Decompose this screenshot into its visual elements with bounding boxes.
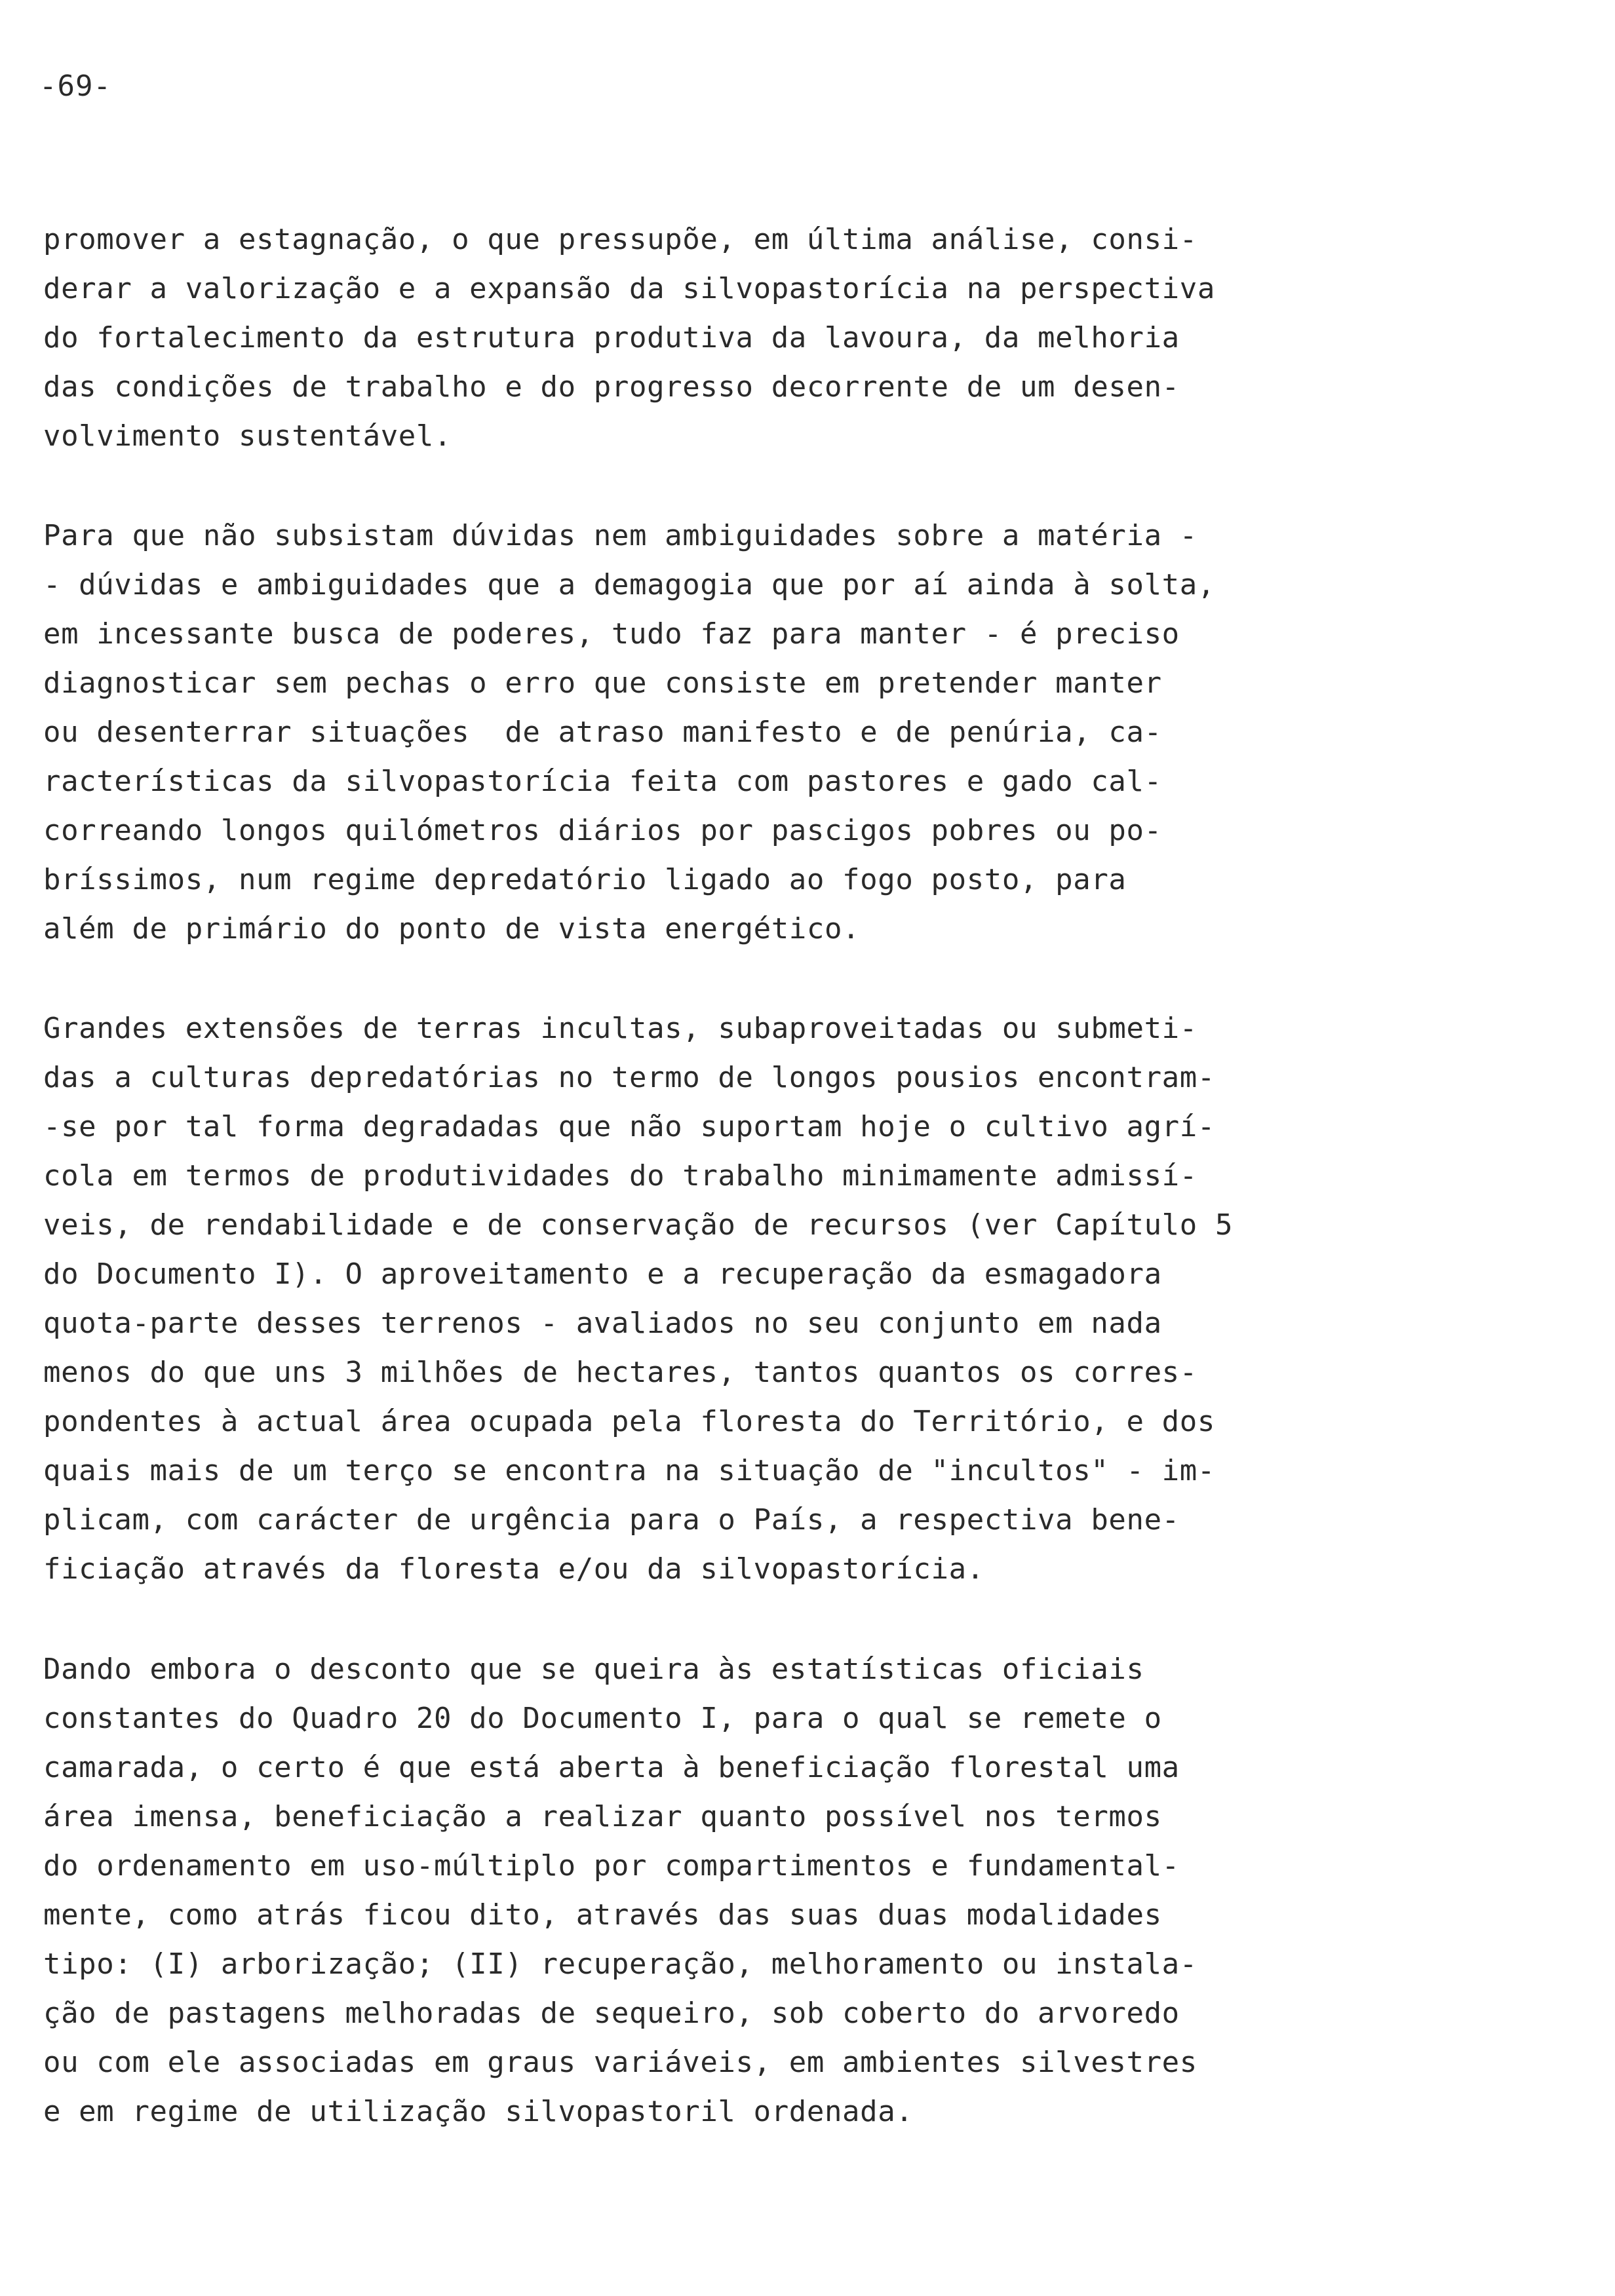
text-line: área imensa, beneficiação a realizar quanto possível nos termos (43, 1800, 1162, 1833)
page-number: -69- (39, 69, 111, 103)
text-line: Grandes extensões de terras incultas, subaproveitadas ou submeti- (43, 1012, 1197, 1045)
text-line: e em regime de utilização silvopastoril ordenada. (43, 2095, 914, 2128)
paragraph-2 (43, 511, 1407, 953)
text-line: cola em termos de produtividades do trabalho minimamente admissí- (43, 1159, 1197, 1193)
text-line: - dúvidas e ambiguidades que a demagogia que por aí ainda à solta, (43, 568, 1215, 602)
text-line: menos do que uns 3 milhões de hectares, tantos quantos os corres- (43, 1356, 1197, 1389)
text-line: ou com ele associadas em graus variáveis, em ambientes silvestres (43, 2046, 1197, 2079)
text-line: racterísticas da silvopastorícia feita com pastores e gado cal- (43, 765, 1162, 798)
paragraph-4 (43, 1645, 1407, 2136)
text-line: camarada, o certo é que está aberta à beneficiação florestal uma (43, 1751, 1180, 1784)
text-line: além de primário do ponto de vista energético. (43, 912, 861, 946)
text-line: quota-parte desses terrenos - avaliados no seu conjunto em nada (43, 1307, 1162, 1340)
text-line: das condições de trabalho e do progresso decorrente de um desen- (43, 370, 1180, 404)
text-line: Para que não subsistam dúvidas nem ambiguidades sobre a matéria - (43, 519, 1197, 552)
text-line: quais mais de um terço se encontra na situação de "incultos" - im- (43, 1454, 1215, 1487)
text-line: ção de pastagens melhoradas de sequeiro, sob coberto do arvoredo (43, 1997, 1180, 2030)
text-line: Dando embora o desconto que se queira às estatísticas oficiais (43, 1653, 1144, 1686)
text-line: ficiação através da floresta e/ou da silvopastorícia. (43, 1552, 984, 1586)
text-line: promover a estagnação, o que pressupõe, em última análise, consi- (43, 223, 1197, 256)
text-line: -se por tal forma degradadas que não suportam hoje o cultivo agrí- (43, 1110, 1215, 1143)
text-line: derar a valorização e a expansão da silvopastorícia na perspectiva (43, 272, 1215, 305)
text-line: diagnosticar sem pechas o erro que consiste em pretender manter (43, 666, 1162, 700)
text-line: ou desenterrar situações de atraso manifesto e de penúria, ca- (43, 716, 1162, 749)
text-line: constantes do Quadro 20 do Documento I, para o qual se remete o (43, 1702, 1162, 1735)
text-line: em incessante busca de poderes, tudo faz para manter - é preciso (43, 617, 1180, 651)
text-line: mente, como atrás ficou dito, através das suas duas modalidades (43, 1898, 1162, 1932)
text-line: correando longos quilómetros diários por pascigos pobres ou po- (43, 814, 1162, 847)
paragraph-1 (43, 215, 1407, 461)
text-line: das a culturas depredatórias no termo de longos pousios encontram- (43, 1061, 1215, 1094)
text-line: do ordenamento em uso-múltiplo por compartimentos e fundamental- (43, 1849, 1180, 1883)
text-line: do Documento I). O aproveitamento e a recuperação da esmagadora (43, 1257, 1162, 1291)
text-line: veis, de rendabilidade e de conservação de recursos (ver Capítulo 5 (43, 1208, 1234, 1242)
text-line: volvimento sustentável. (43, 419, 452, 453)
paragraph-3 (43, 1004, 1407, 1594)
text-line: bríssimos, num regime depredatório ligado ao fogo posto, para (43, 863, 1127, 896)
text-line: plicam, com carácter de urgência para o País, a respectiva bene- (43, 1503, 1180, 1537)
text-line: do fortalecimento da estrutura produtiva da lavoura, da melhoria (43, 321, 1180, 354)
text-line: tipo: (I) arborização; (II) recuperação, melhoramento ou instala- (43, 1947, 1197, 1981)
text-line: pondentes à actual área ocupada pela floresta do Território, e dos (43, 1405, 1215, 1438)
